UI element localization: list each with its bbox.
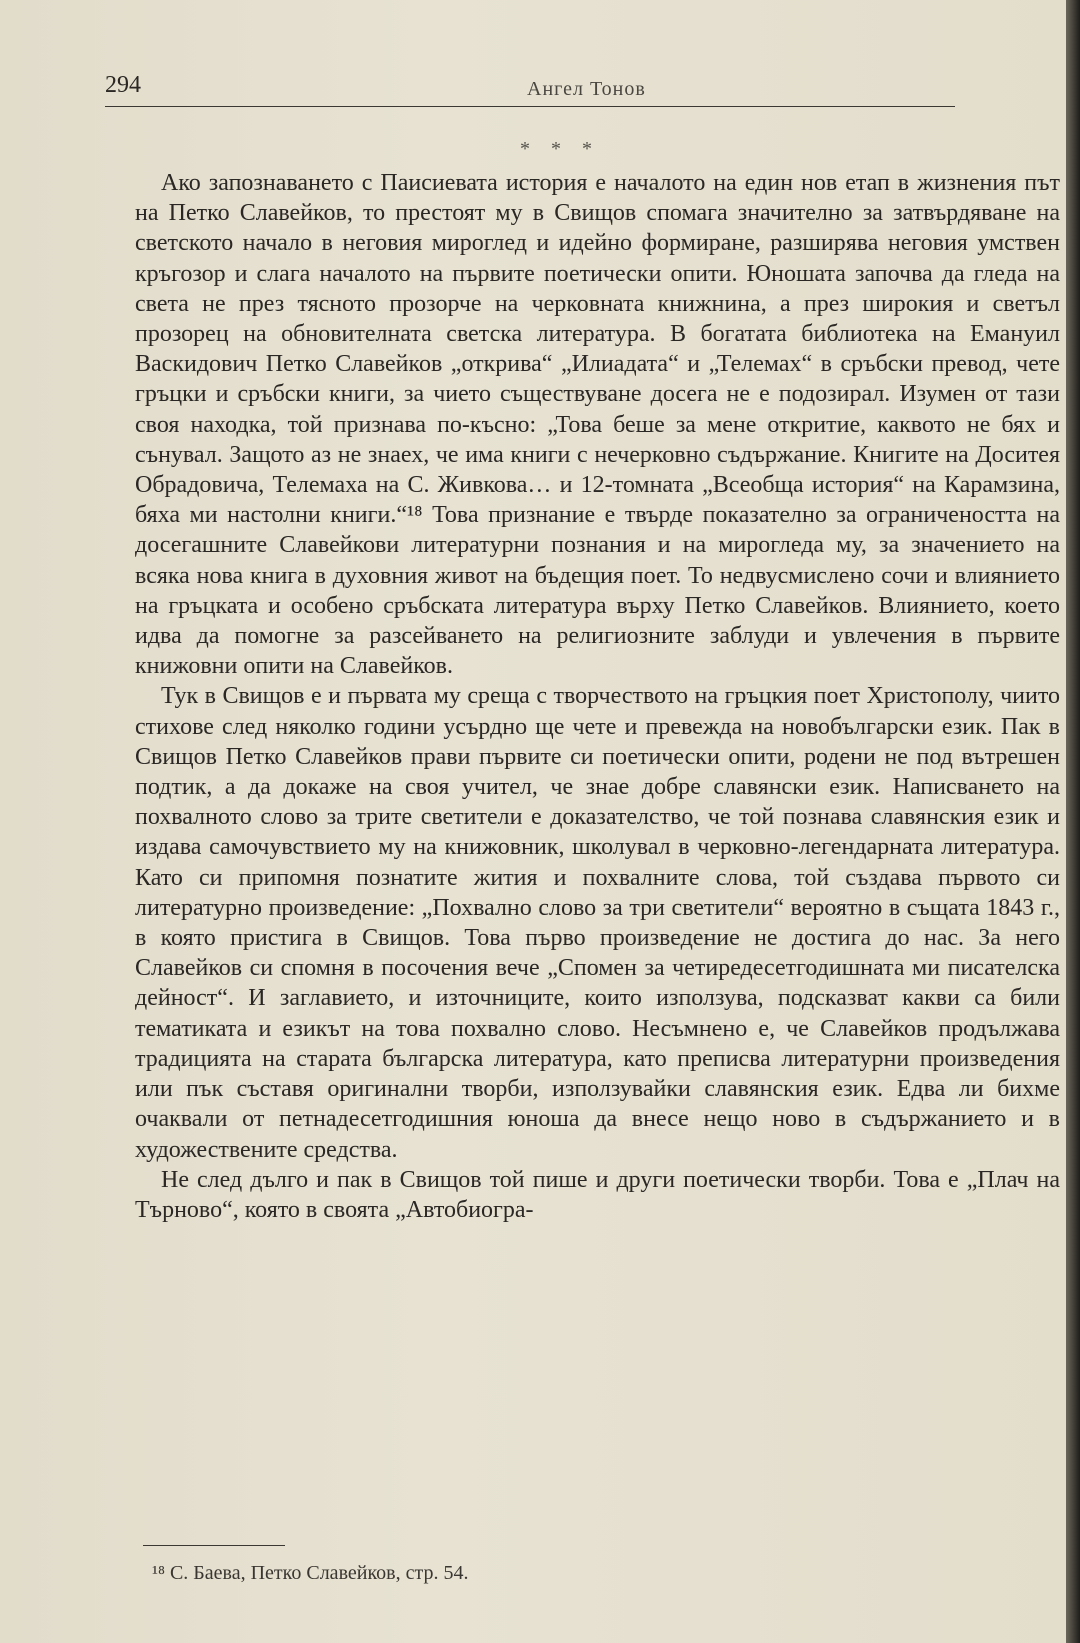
header-rule	[105, 106, 955, 107]
page-number: 294	[105, 72, 141, 98]
section-break-asterisks: * * *	[520, 138, 600, 160]
paragraph-2: Тук в Свищов е и първата му среща с творчеството на гръцкия поет Христополу, чиито стихове след няколко години усърдно ще чете и превежда на новобългарски език. Пак в Свищов Петко Славейков прави първите си поетически опити, родени не под вътрешен подтик, а да докаже на своя учител, че знае добре славянски език. Написването на похвалното слово за трите светители е доказателство, че той познава славянския език и издава самочувствието му на книжовник, школувал в черковно-легендарната литература. Като си припомня познатите жития и похвалните слова, той създава първото си литературно произведение: „Похвално слово за три светители“ вероятно в същата 1843 г., в която пристига в Свищов. Това първо произведение не достига до нас. За него Славейков си спомня в посочения вече „Спомен за четиредесетгодишната ми писателска дейност“. И заглавието, и източниците, които използува, подсказват какви са били тематиката и езикът на това похвално слово. Несъмнено е, че Славейков продължава традицията на старата българска литература, като преписва литературни произведения или пък съставя оригинални творби, използувайки славянския език. Едва ли бихме очаквали от петнадесетгодишния юноша да внесе нещо ново в съдържанието и в художествените средства.	[135, 683, 1060, 1163]
paragraph-3: Не след дълго и пак в Свищов той пише и други поетически творби. Това е „Плач на Търново“, която в своята „Автобиогра-	[135, 1166, 1060, 1223]
book-spine-shadow	[1066, 0, 1080, 1643]
running-head-author: Ангел Тонов	[527, 78, 646, 100]
footnote-rule	[143, 1545, 285, 1546]
paragraph-1: Ако запознаването с Паисиевата история е началото на един нов етап в жизнения път на Петко Славейков, то престоят му в Свищов спомага значително за затвърдяване на светското начало в неговия мироглед и идейно формиране, разширява неговия умствен кръгозор и слага началото на първите поетически опити. Юношата започва да гледа на света не през тясното прозорче на черковната книжнина, а през широкия и светъл прозорец на обновителната светска литература. В богатата библиотека на Емануил Васкидович Петко Славейков „открива“ „Илиадата“ и „Телемах“ в сръбски превод, чете гръцки и сръбски книги, за чието съществуване досега не е подозирал. Изумен от тази своя находка, той признава по-късно: „Това беше за мене откритие, каквото не бях и сънувал. Защото аз не знаех, че има книги с нечерковно съдържание. Книгите на Доситея Обрадовича, Телемаха на С. Живкова… и 12-томната „Всеобща история“ на Карамзина, бяха ми настолни книги.“¹⁸ Това признание е твърде показателно за ограничеността на досегашните Славейкови литературни познания и на мирогледа му, за значението на всяка нова книга в духовния живот на бъдещия поет. То недвусмислено сочи и влиянието на гръцката и особено сръбската литература върху Петко Славейков. Влиянието, което идва да помогне за разсейването на религиозните заблуди и увлечения в първите книжовни опити на Славейков.	[135, 170, 1060, 680]
page-header	[105, 70, 1060, 108]
body-text	[135, 168, 1060, 1225]
footnote-18: ¹⁸ С. Баева, Петко Славейков, стр. 54.	[152, 1562, 469, 1584]
